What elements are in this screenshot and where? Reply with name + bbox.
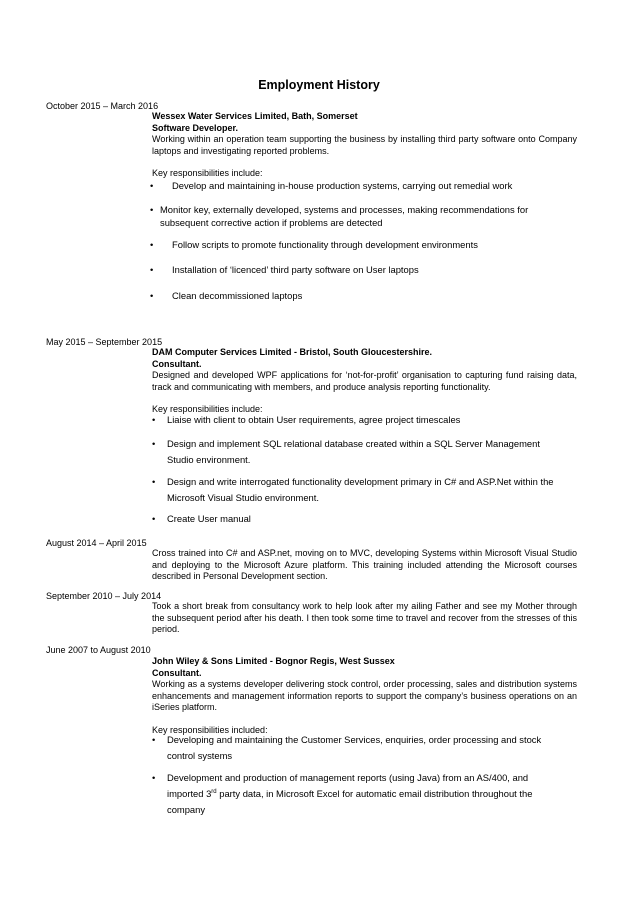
list-item: • Installation of ‘licenced’ third party software on User laptops [150, 262, 570, 278]
company-name: John Wiley & Sons Limited - Bognor Regis, West Sussex [152, 656, 395, 666]
page-title: Employment History [258, 78, 380, 92]
company-name: DAM Computer Services Limited - Bristol, South Gloucestershire. [152, 347, 433, 357]
entry-date: May 2015 – September 2015 [46, 337, 163, 347]
responsibilities-heading: Key responsibilities include: [152, 404, 263, 414]
bullet-icon: • [152, 414, 156, 425]
bullet-icon: • [152, 772, 156, 783]
entry-block [152, 347, 577, 416]
list-item: • Monitor key, externally developed, systems and processes, making recommendations for subsequent corrective action if problems are detected [150, 204, 529, 228]
entry-date: June 2007 to August 2010 [46, 645, 151, 655]
list-item: • Develop and maintaining in-house production systems, carrying out remedial work [150, 178, 570, 194]
list-item: • Design and implement SQL relational database created within a SQL Server Management Studio environment. [152, 438, 540, 465]
job-description: Cross trained into C# and ASP.net, moving on to MVC, developing Systems within Microsoft Visual Studio and deploying to the Microsoft Azure platform. This training included attending the Microsoft courses described in Personal Development section. [152, 548, 577, 581]
company-name: Wessex Water Services Limited, Bath, Somerset [152, 111, 358, 121]
list-item: • Follow scripts to promote functionality through development environments [150, 237, 570, 253]
list-item [152, 770, 562, 818]
job-description: Working within an operation team supporting the business by installing third party software onto Company laptops and investigating reported problems. [152, 134, 577, 156]
bullet-icon: • [152, 438, 156, 449]
bullet-icon: • [150, 290, 154, 301]
entry-date: October 2015 – March 2016 [46, 101, 159, 111]
bullet-text: Development and production of management reports (using Java) from an AS/400, and imported 3rd party data, in Microsoft Excel for automatic email distribution throughout the company [167, 772, 533, 815]
responsibilities-heading: Key responsibilities include: [152, 168, 263, 178]
bullet-icon: • [152, 734, 156, 745]
job-role: Software Developer. [152, 122, 239, 133]
list-item: • Design and write interrogated functionality development primary in C# and ASP.Net within the Microsoft Visual Studio environment. [152, 476, 554, 503]
job-description: Working as a systems developer delivering stock control, order processing, sales and distribution systems enhancements and management information reports to support the company’s business operations on an iSeries platform. [152, 679, 577, 712]
bullet-icon: • [150, 180, 154, 191]
bullet-icon: • [150, 264, 154, 275]
job-description: Designed and developed WPF applications for ‘not-for-profit’ organisation to capturing fund raising data, track and communicating with members, and produce analysis reporting functionality. [152, 370, 577, 392]
bullet-icon: • [150, 204, 154, 215]
bullet-icon: • [152, 476, 156, 487]
responsibilities-heading: Key responsibilities included: [152, 724, 268, 735]
entry-block [152, 601, 577, 636]
list-item: • Create User manual [152, 511, 572, 527]
job-role: Consultant. [152, 358, 202, 369]
list-item: • Liaise with client to obtain User requirements, agree project timescales [152, 412, 572, 428]
entry-date: August 2014 – April 2015 [46, 538, 147, 548]
entry-date: September 2010 – July 2014 [46, 591, 162, 601]
bullet-icon: • [152, 513, 156, 524]
list-item: • Developing and maintaining the Customer Services, enquiries, order processing and stock control systems [152, 734, 542, 761]
job-role: Consultant. [152, 667, 202, 678]
entry-block [152, 548, 577, 583]
bullet-icon: • [150, 239, 154, 250]
entry-block [152, 111, 577, 180]
list-item: • Clean decommissioned laptops [150, 288, 570, 304]
job-description: Took a short break from consultancy work to help look after my ailing Father and see my Mother through the subsequent period after his death. I then took some time to travel and recover from the stresses of this period. [152, 601, 577, 634]
entry-block [152, 656, 577, 736]
